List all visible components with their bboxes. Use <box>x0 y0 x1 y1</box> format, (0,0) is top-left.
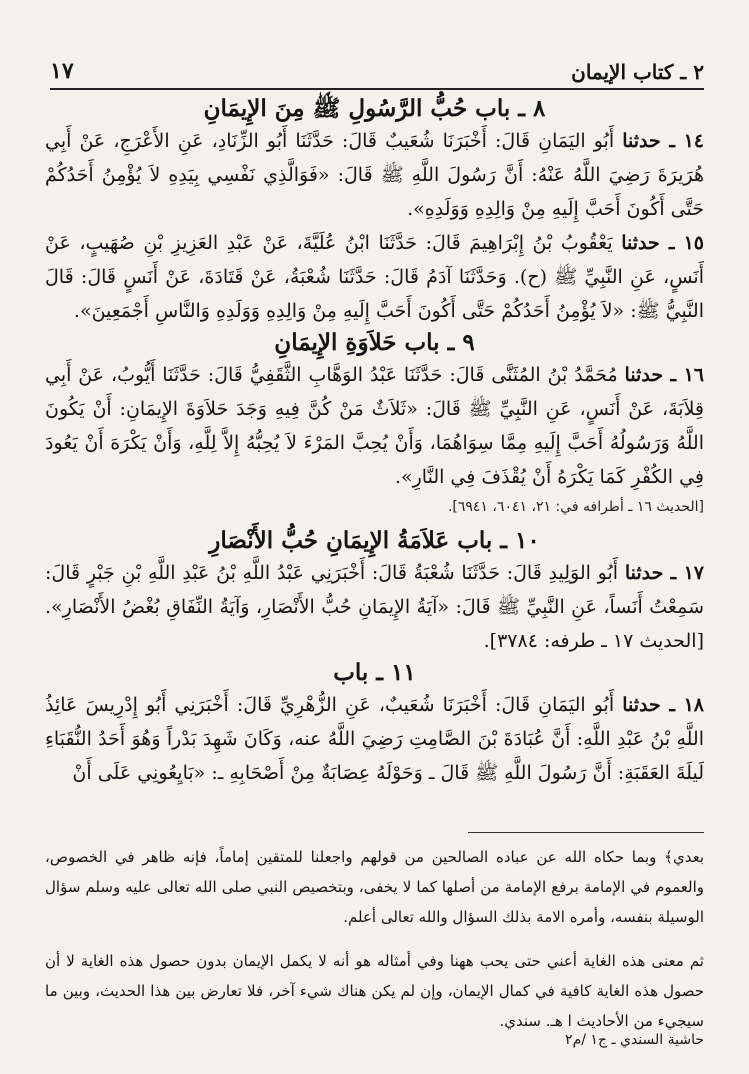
hadith-text: مُحَمَّدُ بْنُ المُثَنَّى قَالَ: حَدَّثَنَا عَبْدُ الوَهَّابِ الثَّقَفِيُّ قَالَ: حَدَّثَنَا أَيُّوبُ، عَنْ أَبِي قِلاَبَةَ، عَنْ أَنَسٍ، عَنِ النَّبِيِّ ﷺ قَالَ: «ثَلاَثٌ مَنْ كُنَّ فِيهِ وَجَدَ حَلاَوَةَ الإِيمَانِ: أَنْ يَكُونَ اللَّهُ وَرَسُولُهُ أَحَبَّ إِلَيهِ مِمَّا سِوَاهُمَا، وَأَنْ يُحِبَّ المَرْءَ لاَ يُحِبُّهُ إِلاَّ لِلَّهِ، وَأَنْ يَكْرَهَ أَنْ يَعُودَ فِي الكُفْرِ كَمَا يَكْرَهُ أَنْ يُقْذَفَ فِي النَّارِ». <box>45 364 704 488</box>
footnotes <box>45 842 704 1036</box>
section-10 <box>45 526 704 658</box>
hadith-number: ١٤ ـ حدثنا <box>622 130 705 152</box>
page-header <box>50 50 704 90</box>
hadith-text: أَبُو اليَمَانِ قَالَ: أَخْبَرَنَا شُعَيبٌ قَالَ: حَدَّثَنَا أَبُو الزِّنَادِ، عَنِ الأَعْرَجِ، عَنْ أَبِي هُرَيرَةَ رَضِيَ اللَّهُ عَنْهُ: أَنَّ رَسُولَ اللَّهِ ﷺ قَالَ: «فَوَالَّذِي نَفْسِي بِيَدِهِ لاَ يُؤْمِنُ أَحَدُكُمْ حَتَّى أَكُونَ أَحَبَّ إِلَيهِ مِنْ وَالِدِهِ وَوَلَدِهِ». <box>45 130 704 220</box>
hadith-number: ١٦ ـ حدثنا <box>624 364 705 386</box>
hadith-text: أَبُو الوَلِيدِ قَالَ: حَدَّثَنَا شُعْبَةُ قَالَ: أَخْبَرَنِي عَبْدُ اللَّهِ بْنُ عَبْدِ اللَّهِ بْنِ جَبْرٍ قَالَ: سَمِعْتُ أَنَساً، عَنِ النَّبِيِّ ﷺ قَالَ: «آيَةُ الإِيمَانِ حُبُّ الأَنْصَارِ، وَآيَةُ النِّفَاقِ بُغْضُ الأَنْصَارِ». [الحديث ١٧ ـ طرفه: ٣٧٨٤]. <box>45 562 704 652</box>
section-8 <box>45 94 704 328</box>
page-number: ١٧ <box>50 58 74 84</box>
hadith-cross-reference: [الحديث ١٦ ـ أطرافه في: ٢١، ٦٠٤١، ٦٩٤١]. <box>447 499 704 515</box>
footnote-gap <box>45 932 704 946</box>
hadith-18 <box>45 688 704 790</box>
footnote: بعدي﴾ وبما حكاه الله عن عباده الصالحين من قولهم واجعلنا للمتقين إماماً، فإنه ظاهر في الخصوص، والعموم في الإمامة برفع الإمامة من أصلها كما لا يخفى، وبتخصيص النبي صلى الله تعالى عليه وسلم سؤال الوسيلة بنفسه، وأمره الامة بذلك السؤال والله تعالى أعلم. <box>45 848 704 926</box>
chapter-heading: ١١ ـ باب <box>333 659 416 686</box>
footnote: ثم معنى هذه الغاية أعني حتى يحب ههنا وفي أمثاله هو أنه لا يكمل الإيمان بدون حصول هذه الغاية لا أن حصول هذه الغاية كافية في كمال الإيمان، وإن لم يكن هناك شيء آخر، فلا تعارض بين هذا الحديث، وبين ما سيجيء من الأحاديث ا هـ. سندي. <box>45 952 704 1030</box>
hadith-number: ١٨ ـ حدثنا <box>622 694 705 716</box>
hadith-text: يَعْقُوبُ بْنُ إِبْرَاهِيمَ قَالَ: حَدَّثَنَا ابْنُ عُلَيَّةَ، عَنْ عَبْدِ العَزِيزِ بْنِ صُهَيبٍ، عَنْ أَنَسٍ، عَنِ النَّبِيِّ ﷺ (ح). وَحَدَّثَنَا آدَمُ قَالَ: حَدَّثَنَا شُعْبَةُ، عَنْ قَتَادَةَ، عَنْ أَنَسٍ قَالَ: قَالَ النَّبِيُّ ﷺ: «لاَ يُؤْمِنُ أَحَدُكُمْ حَتَّى أَكُونَ أَحَبَّ إِلَيهِ مِنْ وَالِدِهِ وَوَلَدِهِ وَالنَّاسِ أَجْمَعِينَ». <box>45 232 704 322</box>
hadith-16 <box>45 358 704 494</box>
hadith-number: ١٥ ـ حدثنا <box>621 232 704 254</box>
signature-line: حاشية السندي ـ ج١ /م٢ <box>565 1032 704 1048</box>
chapter-heading: ١٠ ـ باب عَلاَمَةُ الإِيمَانِ حُبُّ الأَنْصَارِ <box>209 527 540 554</box>
chapter-heading: ٩ ـ باب حَلاَوَةِ الإِيمَانِ <box>274 329 475 356</box>
section-11 <box>45 658 704 790</box>
hadith-17 <box>45 556 704 658</box>
section-9 <box>45 328 704 520</box>
hadith-text: أَبُو اليَمَانِ قَالَ: أَخْبَرَنَا شُعَيبٌ، عَنِ الزُّهْرِيِّ قَالَ: أَخْبَرَنِي أَبُو إِدْرِيسَ عَائِذُ اللَّهِ بْنُ عَبْدِ اللَّهِ: أَنَّ عُبَادَةَ بْنَ الصَّامِتِ رَضِيَ اللَّهُ عنه، وَكَانَ شَهِدَ بَدْراً وَهُوَ أَحَدُ النُّقَبَاءِ لَيلَةَ العَقَبَةِ: أَنَّ رَسُولَ اللَّهِ ﷺ قَالَ ـ وَحَوْلَهُ عِصَابَةٌ مِنْ أَصْحَابِهِ ـ: «بَايِعُونِي عَلَى أَنْ <box>45 694 704 784</box>
footnote-separator <box>468 832 704 833</box>
hadith-15 <box>45 226 704 328</box>
chapter-heading: ٨ ـ باب حُبُّ الرَّسُولِ ﷺ مِنَ الإِيمَانِ <box>203 95 546 122</box>
hadith-number: ١٧ ـ حدثنا <box>624 562 704 584</box>
running-title: ٢ ـ كتاب الإيمان <box>571 60 704 84</box>
hadith-14 <box>45 124 704 226</box>
main-text <box>45 94 704 790</box>
